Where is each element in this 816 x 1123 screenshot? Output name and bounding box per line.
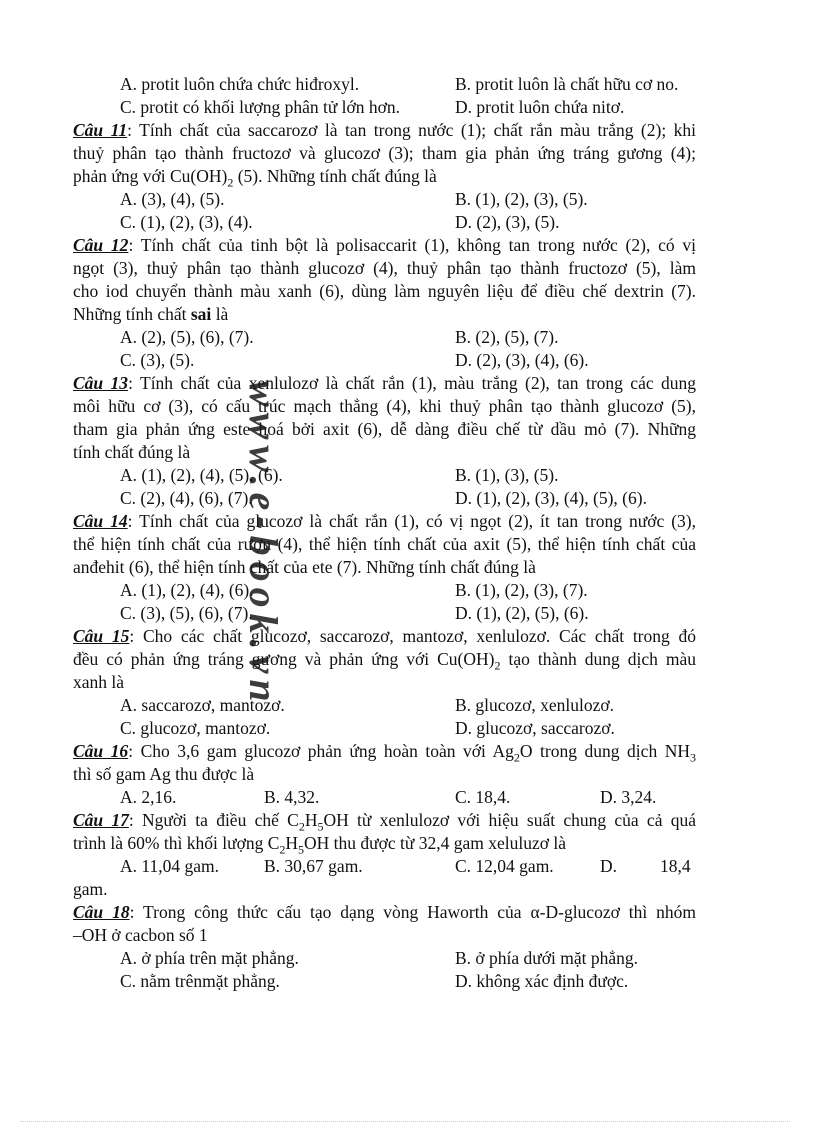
q12-option-d: D. (2), (3), (4), (6). [455,350,589,370]
q14-line-2: thể hiện tính chất của rượu (4), thể hiện tính chất của axit (5), thể hiện tính chất của [73,534,696,554]
q12-label: Câu 12 [73,235,129,255]
q14-option-a: A. (1), (2), (4), (6). [120,580,254,600]
q13-option-c: C. (2), (4), (6), (7). [120,488,253,508]
q13-line-3: tham gia phản ứng este hoá bởi axit (6), dễ dàng điều chế từ dầu mỏ (7). Những [73,419,696,439]
q14-label: Câu 14 [73,511,128,531]
q13-option-a: A. (1), (2), (4), (5), (6). [120,465,283,485]
q18-option-c: C. nằm trênmặt phẳng. [120,971,280,991]
q18-option-a: A. ở phía trên mặt phẳng. [120,948,299,968]
q13-option-d: D. (1), (2), (3), (4), (5), (6). [455,488,647,508]
q17-option-a: A. 11,04 gam. [120,856,219,876]
q18-line-2: –OH ở cacbon số 1 [73,925,208,945]
q18-line-1: Câu 18: Trong công thức cấu tạo dạng vòng Haworth của α-D-glucozơ thì nhóm [73,902,697,922]
q12-option-a: A. (2), (5), (6), (7). [120,327,254,347]
q13-line-2: môi hữu cơ (3), có cấu trúc mạch thẳng (4), khi thuỷ phân tạo thành glucozơ (5), [73,396,696,416]
q12-line-4: Những tính chất sai là [73,304,229,324]
q12-line-2: ngọt (3), thuỷ phân tạo thành glucozơ (4), thuỷ phân tạo thành fructozơ (5), làm [73,258,696,278]
q11-option-a: A. (3), (4), (5). [120,189,225,209]
q16-option-a: A. 2,16. [120,787,177,807]
q11-line-3: phản ứng với $Cu(OH)_2$ (5). Những tính chất đúng là [73,166,437,190]
q14-line-1: Câu 14: Tính chất của glucozơ là chất rắn (1), có vị ngọt (2), ít tan trong nước (3), [73,511,696,531]
q15-option-d: D. glucozơ, saccarozơ. [455,718,615,738]
q15-option-a: A. saccarozơ, mantozơ. [120,695,285,715]
q13-line-1: Câu 13: Tính chất của xenlulozơ là chất rắn (1), màu trắng (2), tan trong các dung [73,373,696,393]
q16-option-c: C. 18,4. [455,787,511,807]
q17-label: Câu 17 [73,810,129,830]
q15-line-3: xanh là [73,672,125,692]
q11-line-2: thuỷ phân tạo thành fructozơ và glucozơ (3); tham gia phản ứng tráng gương (4); [73,143,696,163]
q16-line-1: Câu 16: Cho 3,6 gam glucozơ phản ứng hoàn toàn với $Ag_2O$ trong dung dịch $NH_3$ [73,741,696,765]
q17-option-d-value: 18,4 [660,856,691,876]
q16-label: Câu 16 [73,741,129,761]
q17-option-c: C. 12,04 gam. [455,856,554,876]
q12-option-c: C. (3), (5). [120,350,195,370]
q17-line-1: Câu 17: Người ta điều chế $C_2H_5OH$ từ xenlulozơ với hiệu suất chung của cả quá [73,810,696,834]
q15-line-2: đều có phản ứng tráng gương và phản ứng với $Cu(OH)_2$ tạo thành dung dịch màu [73,649,696,673]
q11-label: Câu 11 [73,120,128,140]
q15-option-b: B. glucozơ, xenlulozơ. [455,695,614,715]
q10-option-a: A. protit luôn chứa chức hiđroxyl. [120,74,360,94]
q10-option-c: C. protit có khối lượng phân tử lớn hơn. [120,97,401,117]
q14-option-c: C. (3), (5), (6), (7). [120,603,253,623]
q11-option-c: C. (1), (2), (3), (4). [120,212,253,232]
q11-line-1: Câu 11: Tính chất của saccarozơ là tan trong nước (1); chất rắn màu trắng (2); khi [73,120,696,140]
watermark-text: www.e-book.vn [241,380,286,708]
q17-line-2: trình là 60% thì khối lượng $C_2H_5OH$ thu được từ 32,4 gam xeluluzơ là [73,833,567,857]
q14-option-b: B. (1), (2), (3), (7). [455,580,588,600]
q17-option-d-letter: D. [600,856,618,876]
q18-label: Câu 18 [73,902,130,922]
q12-line-3: cho iod chuyển thành màu xanh (6), dùng làm nguyên liệu để điều chế dextrin (7). [73,281,696,301]
q15-option-c: C. glucozơ, mantozơ. [120,718,271,738]
q15-line-1: Câu 15: Cho các chất glucozơ, saccarozơ, mantozơ, xenlulozơ. Các chất trong đó [73,626,697,646]
q13-option-b: B. (1), (3), (5). [455,465,559,485]
page-bottom-rule [20,1121,790,1122]
q16-option-d: D. 3,24. [600,787,657,807]
q12-line-1: Câu 12: Tính chất của tinh bột là polisaccarit (1), không tan trong nước (2), có vị [73,235,696,255]
q13-line-4: tính chất đúng là [73,442,191,462]
q16-line-2: thì số gam Ag thu được là [73,764,255,784]
q10-option-d: D. protit luôn chứa nitơ. [455,97,625,117]
q16-option-b: B. 4,32. [264,787,320,807]
q18-option-b: B. ở phía dưới mặt phẳng. [455,948,639,968]
q18-option-d: D. không xác định được. [455,971,629,991]
q14-line-3: anđehit (6), thể hiện tính chất của ete (7). Những tính chất đúng là [73,557,536,577]
watermark [212,372,286,952]
q12-option-b: B. (2), (5), (7). [455,327,559,347]
q17-option-b: B. 30,67 gam. [264,856,363,876]
q17-option-d-unit: gam. [73,879,108,899]
q10-option-b: B. protit luôn là chất hữu cơ no. [455,74,679,94]
q11-option-b: B. (1), (2), (3), (5). [455,189,588,209]
q11-option-d: D. (2), (3), (5). [455,212,560,232]
q14-option-d: D. (1), (2), (5), (6). [455,603,589,623]
q15-label: Câu 15 [73,626,130,646]
q13-label: Câu 13 [73,373,129,393]
